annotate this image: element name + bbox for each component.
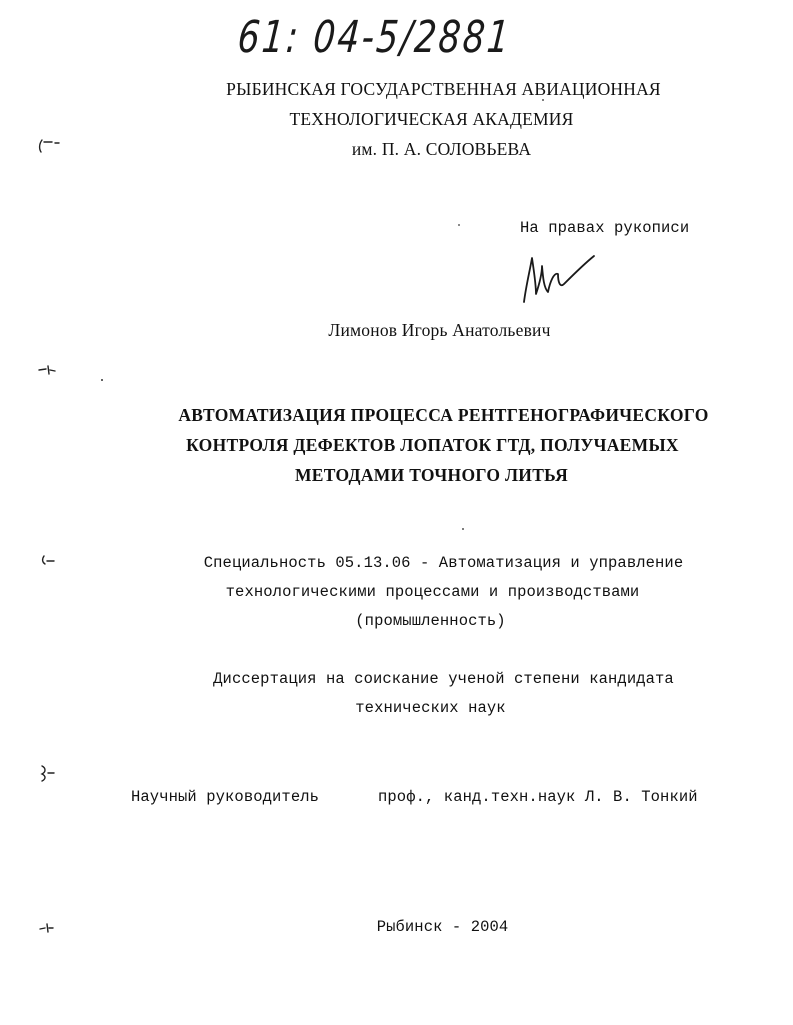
archive-stamp (235, 8, 514, 70)
scan-speck-3 (38, 552, 62, 568)
archive-stamp-text: 61: 04-5/2881 (235, 12, 514, 63)
institution-line-3: им. П. А. СОЛОВЬЕВА (351, 139, 532, 159)
scan-dot-4 (542, 99, 544, 101)
title-line-2: КОНТРОЛЯ ДЕФЕКТОВ ЛОПАТОК ГТД, ПОЛУЧАЕМЫХ (186, 435, 679, 455)
scan-dot-1 (101, 379, 103, 381)
title-line-3: МЕТОДАМИ ТОЧНОГО ЛИТЬЯ (294, 465, 569, 485)
scan-speck-4 (36, 762, 60, 784)
institution-line-1: РЫБИНСКАЯ ГОСУДАРСТВЕННАЯ АВИАЦИОННАЯ (226, 79, 661, 99)
scan-dot-2 (462, 528, 464, 530)
title-line-1: АВТОМАТИЗАЦИЯ ПРОЦЕССА РЕНТГЕНОГРАФИЧЕСКОГО (178, 405, 709, 425)
scan-speck-5 (36, 920, 60, 936)
institution-line-2: ТЕХНОЛОГИЧЕСКАЯ АКАДЕМИЯ (289, 109, 574, 129)
place-year: Рыбинск - 2004 (376, 918, 509, 936)
supervisor-value: проф., канд.техн.наук Л. В. Тонкий (378, 788, 698, 806)
scan-dot-3 (458, 224, 460, 226)
signature-icon (518, 248, 598, 308)
supervisor-label: Научный руководитель (131, 788, 320, 806)
scan-speck-1 (36, 136, 66, 156)
scan-speck-2 (36, 362, 62, 378)
degree-line-2: технических наук (355, 699, 506, 717)
rights-note: На правах рукописи (520, 219, 690, 237)
specialty-line-1: Специальность 05.13.06 - Автоматизация и управление (203, 554, 684, 572)
degree-line-1: Диссертация на соискание ученой степени кандидата (213, 670, 674, 688)
author-name: Лимонов Игорь Анатольевич (328, 320, 551, 340)
specialty-line-2: технологическими процессами и производствами (225, 583, 640, 601)
specialty-line-3: (промышленность) (355, 612, 506, 630)
